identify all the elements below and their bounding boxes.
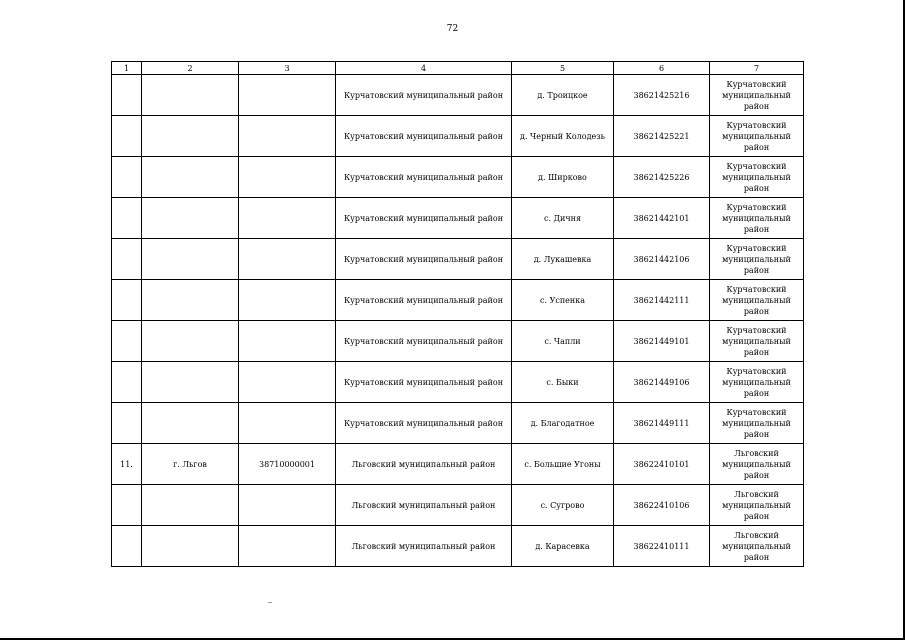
locality-cell: с. Дичня [512,198,614,239]
locality-cell: с. Сугрово [512,485,614,526]
district-cell: Льговский муниципальный район [336,485,512,526]
district-cell: Льговский муниципальный район [336,526,512,567]
settlement-cell [142,403,239,444]
oktmo-code-cell [239,116,336,157]
oktmo-code-cell [239,526,336,567]
oktmo-code-cell [239,321,336,362]
settlement-cell [142,116,239,157]
settlement-cell [142,362,239,403]
district-cell: Курчатовский муниципальный район [336,157,512,198]
row-number-cell [112,403,142,444]
municipality-cell: Курчатовский муниципальный район [710,321,804,362]
municipality-cell: Льговский муниципальный район [710,526,804,567]
code-cell: 38622410111 [614,526,710,567]
table-row [112,75,804,116]
settlement-cell: г. Льгов [142,444,239,485]
row-number-cell [112,362,142,403]
table-row [112,116,804,157]
code-cell: 38621442101 [614,198,710,239]
table-row [112,280,804,321]
row-number-cell [112,75,142,116]
table-row [112,403,804,444]
district-cell: Курчатовский муниципальный район [336,362,512,403]
district-cell: Льговский муниципальный район [336,444,512,485]
oktmo-code-cell [239,198,336,239]
locality-cell: с. Чапли [512,321,614,362]
municipality-cell: Курчатовский муниципальный район [710,198,804,239]
settlement-cell [142,239,239,280]
municipality-cell: Курчатовский муниципальный район [710,239,804,280]
oktmo-code-cell [239,362,336,403]
row-number-cell [112,116,142,157]
code-cell: 38622410101 [614,444,710,485]
locality-cell: с. Быки [512,362,614,403]
table-row [112,526,804,567]
oktmo-code-cell [239,485,336,526]
table-row [112,362,804,403]
row-number-cell [112,321,142,362]
code-cell: 38621442106 [614,239,710,280]
locality-cell: с. Успенка [512,280,614,321]
settlement-cell [142,485,239,526]
locality-cell: д. Карасевка [512,526,614,567]
locality-cell: д. Ширково [512,157,614,198]
column-header: 3 [239,62,336,75]
locality-cell: с. Большие Угоны [512,444,614,485]
document-table [111,61,804,567]
locality-cell: д. Черный Колодезь [512,116,614,157]
municipality-cell: Льговский муниципальный район [710,485,804,526]
row-number-cell [112,485,142,526]
oktmo-code-cell [239,403,336,444]
settlement-cell [142,280,239,321]
row-number-cell [112,280,142,321]
code-cell: 38622410106 [614,485,710,526]
oktmo-code-cell [239,75,336,116]
municipality-cell: Курчатовский муниципальный район [710,116,804,157]
code-cell: 38621425221 [614,116,710,157]
district-cell: Курчатовский муниципальный район [336,198,512,239]
row-number-cell [112,526,142,567]
municipality-cell: Курчатовский муниципальный район [710,362,804,403]
oktmo-code-cell [239,239,336,280]
district-cell: Курчатовский муниципальный район [336,239,512,280]
settlement-cell [142,198,239,239]
table-row [112,485,804,526]
district-cell: Курчатовский муниципальный район [336,116,512,157]
municipality-cell: Льговский муниципальный район [710,444,804,485]
scan-mark [268,602,272,603]
table-row [112,444,804,485]
table-row [112,198,804,239]
locality-cell: д. Благодатное [512,403,614,444]
column-header: 2 [142,62,239,75]
code-cell: 38621449106 [614,362,710,403]
municipality-cell: Курчатовский муниципальный район [710,280,804,321]
code-cell: 38621449111 [614,403,710,444]
table-row [112,157,804,198]
oktmo-code-cell: 38710000001 [239,444,336,485]
locality-cell: д. Троицкое [512,75,614,116]
row-number-cell [112,157,142,198]
row-number-cell [112,239,142,280]
district-cell: Курчатовский муниципальный район [336,75,512,116]
table-body [112,75,804,567]
district-cell: Курчатовский муниципальный район [336,321,512,362]
municipality-cell: Курчатовский муниципальный район [710,157,804,198]
column-header: 1 [112,62,142,75]
settlement-cell [142,75,239,116]
settlement-cell [142,526,239,567]
municipality-cell: Курчатовский муниципальный район [710,75,804,116]
district-cell: Курчатовский муниципальный район [336,280,512,321]
column-header: 6 [614,62,710,75]
code-cell: 38621425216 [614,75,710,116]
column-header: 4 [336,62,512,75]
row-number-cell: 11. [112,444,142,485]
settlement-cell [142,157,239,198]
row-number-cell [112,198,142,239]
column-header: 5 [512,62,614,75]
code-cell: 38621442111 [614,280,710,321]
district-cell: Курчатовский муниципальный район [336,403,512,444]
settlement-cell [142,321,239,362]
table-header-row [112,62,804,75]
oktmo-code-cell [239,280,336,321]
table-row [112,239,804,280]
municipality-cell: Курчатовский муниципальный район [710,403,804,444]
oktmo-code-cell [239,157,336,198]
code-cell: 38621449101 [614,321,710,362]
locality-cell: д. Лукашевка [512,239,614,280]
column-header: 7 [710,62,804,75]
page-number: 72 [446,24,459,34]
table-row [112,321,804,362]
code-cell: 38621425226 [614,157,710,198]
